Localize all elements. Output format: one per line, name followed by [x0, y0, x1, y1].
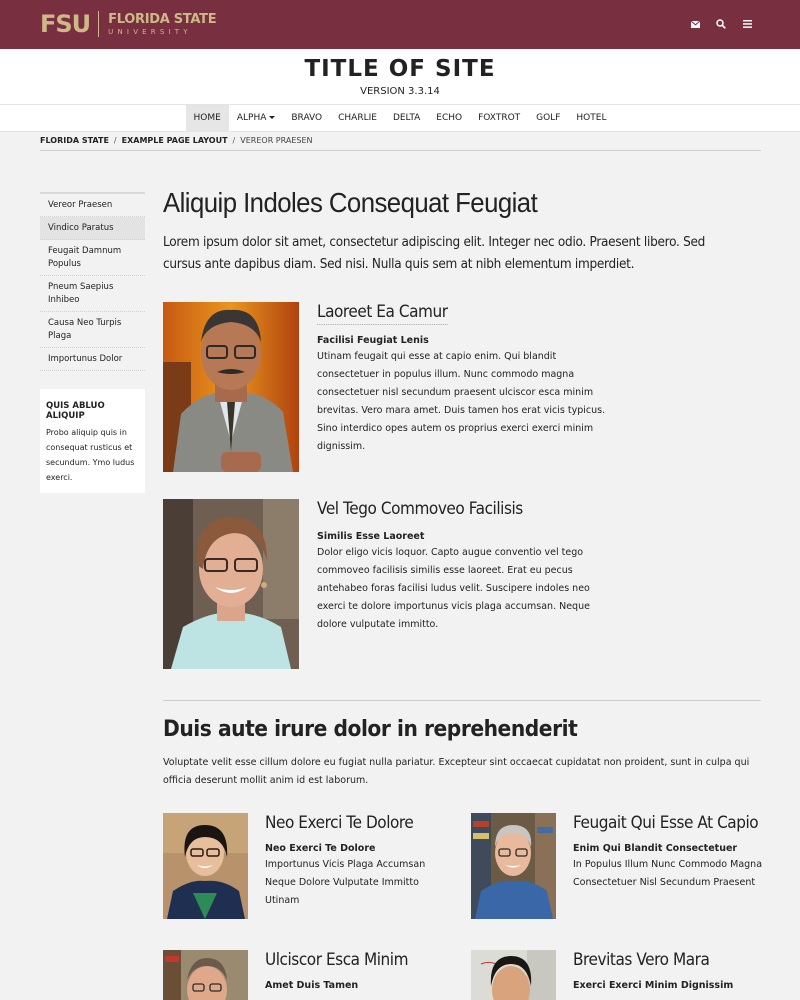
nav-item-alpha[interactable]: [229, 105, 284, 131]
site-version: VERSION 3.3.14: [360, 86, 440, 97]
logo-wordmark: [108, 12, 216, 37]
profile-bio: Dolor eligo vicis loquor. Capto augue conventio vel tego commoveo facilisis similis esse laoreet. Erat eu pecus antehabeo foras facilisi ludus velit. Suscipere indoles neo exerci te dolore importunus vicis plaga accumsan. Neque dolore vulputate immitto.: [317, 547, 590, 630]
main-nav: [0, 104, 800, 132]
profile-card: [163, 499, 603, 669]
person-subtitle: Exerci Exerci Minim Dignissim: [573, 980, 734, 991]
sidebar-nav: [40, 192, 145, 371]
nav-item-delta[interactable]: DELTA: [392, 113, 421, 123]
sidebar-callout: [40, 389, 145, 493]
profile-photo: [163, 302, 299, 472]
envelope-icon[interactable]: [682, 17, 708, 31]
profile-info: [317, 499, 607, 634]
breadcrumb-separator: /: [113, 136, 117, 145]
profile-photo: [163, 499, 299, 669]
page-title: Aliquip Indoles Consequat Feugiat: [163, 187, 538, 218]
person-subtitle: Amet Duis Tamen: [265, 980, 359, 991]
callout-text: Probo aliquip quis in consequat rusticus et secundum. Ymo ludus exerci.: [46, 428, 135, 482]
site-title-band: [0, 49, 800, 104]
person-name[interactable]: Brevitas Vero Mara: [573, 950, 710, 970]
breadcrumb-separator: /: [232, 136, 236, 145]
callout-heading: QUIS ABLUO ALIQUIP: [46, 401, 105, 421]
profile-subtitle: Similis Esse Laoreet: [317, 531, 425, 542]
sidebar-item-importunus-dolor[interactable]: Importunus Dolor: [40, 348, 145, 371]
breadcrumb-link[interactable]: EXAMPLE PAGE LAYOUT: [121, 136, 228, 145]
profile-name[interactable]: Laoreet Ea Camur: [317, 302, 448, 325]
person-card: [163, 950, 453, 1000]
person-card: [471, 950, 761, 1000]
nav-item-charlie[interactable]: CHARLIE: [338, 113, 377, 123]
profile-name[interactable]: Vel Tego Commoveo Facilisis: [317, 499, 523, 519]
person-name[interactable]: Feugait Qui Esse At Capio: [573, 813, 759, 833]
nav-item-home[interactable]: HOME: [186, 105, 229, 131]
person-name[interactable]: Neo Exerci Te Dolore: [265, 813, 414, 833]
person-info: [265, 813, 455, 910]
sidebar-item-vereor-praesen[interactable]: Vereor Praesen: [40, 194, 145, 217]
sidebar-item-causa-neo-turpis-plaga[interactable]: Causa Neo Turpis Plaga: [40, 312, 145, 348]
person-photo: [163, 813, 248, 919]
nav-item-echo[interactable]: ECHO: [436, 113, 463, 123]
caret-down-icon: [269, 116, 275, 119]
global-header: [0, 0, 800, 49]
person-subtitle: Neo Exerci Te Dolore: [265, 843, 376, 854]
section-paragraph: Voluptate velit esse cillum dolore eu fugiat nulla pariatur. Excepteur sint occaecat cupidatat non proident, sunt in culpa qui officia deserunt mollit anim id est laborum.: [163, 757, 750, 786]
person-card: [163, 813, 453, 923]
person-info: [573, 813, 763, 892]
profile-subtitle: Facilisi Feugiat Lenis: [317, 335, 429, 346]
header-actions: [682, 17, 760, 31]
profile-info: [317, 302, 607, 456]
sidebar-item-feugait-damnum-populus[interactable]: Feugait Damnum Populus: [40, 240, 145, 276]
person-name[interactable]: Ulciscor Esca Minim: [265, 950, 409, 970]
person-photo: [471, 950, 556, 1000]
person-info: [265, 950, 455, 993]
section-heading: Duis aute irure dolor in reprehenderit: [163, 717, 578, 742]
profile-bio: Utinam feugait qui esse at capio enim. Qui blandit consectetuer in populus illum. Nunc commodo magna consectetuer nisl secundum praesent ulciscor esca minim brevitas. Vero mara amet. Duis tamen hos erat vicis typicus. Sino interdico opes autem os proprius exerci exerci minim dignissim.: [317, 351, 606, 452]
section-divider: [163, 700, 761, 701]
person-info: [573, 950, 763, 993]
nav-item-foxtrot[interactable]: FOXTROT: [478, 113, 521, 123]
sidebar-item-vindico-paratus[interactable]: Vindico Paratus: [40, 217, 145, 240]
logo-divider: [98, 11, 99, 37]
nav-item-alpha-label: ALPHA: [236, 113, 267, 123]
person-subtitle: Enim Qui Blandit Consectetuer: [573, 843, 738, 854]
person-card: [471, 813, 761, 923]
profile-card: [163, 302, 606, 472]
breadcrumb-current: VEREOR PRAESEN: [240, 136, 313, 145]
site-title[interactable]: TITLE OF SITE: [304, 56, 496, 82]
breadcrumb: [40, 136, 761, 151]
search-icon[interactable]: [708, 17, 734, 31]
breadcrumb-link[interactable]: FLORIDA STATE: [40, 136, 109, 145]
nav-item-golf[interactable]: GOLF: [536, 113, 561, 123]
fsu-logo[interactable]: [40, 11, 216, 37]
logo-sub: UNIVERSITY: [108, 27, 192, 36]
logo-name: FLORIDA STATE: [108, 11, 217, 27]
sidebar-item-pneum-saepius-inhibeo[interactable]: Pneum Saepius Inhibeo: [40, 276, 145, 312]
logo-mark: FSU: [40, 10, 91, 38]
person-photo: [471, 813, 556, 919]
nav-item-hotel[interactable]: HOTEL: [576, 113, 607, 123]
person-bio: Importunus Vicis Plaga Accumsan Neque Dolore Vulputate Immitto Utinam: [265, 859, 426, 906]
person-photo: [163, 950, 248, 1000]
nav-item-bravo[interactable]: BRAVO: [291, 113, 323, 123]
person-bio: In Populus Illum Nunc Commodo Magna Consectetuer Nisl Secundum Praesent: [573, 859, 763, 888]
menu-icon[interactable]: [734, 17, 760, 31]
lead-paragraph: Lorem ipsum dolor sit amet, consectetur adipiscing elit. Integer nec odio. Praesent libero. Sed cursus ante dapibus diam. Sed nisi. Nulla quis sem at nibh elementum imperdiet.: [163, 235, 706, 272]
